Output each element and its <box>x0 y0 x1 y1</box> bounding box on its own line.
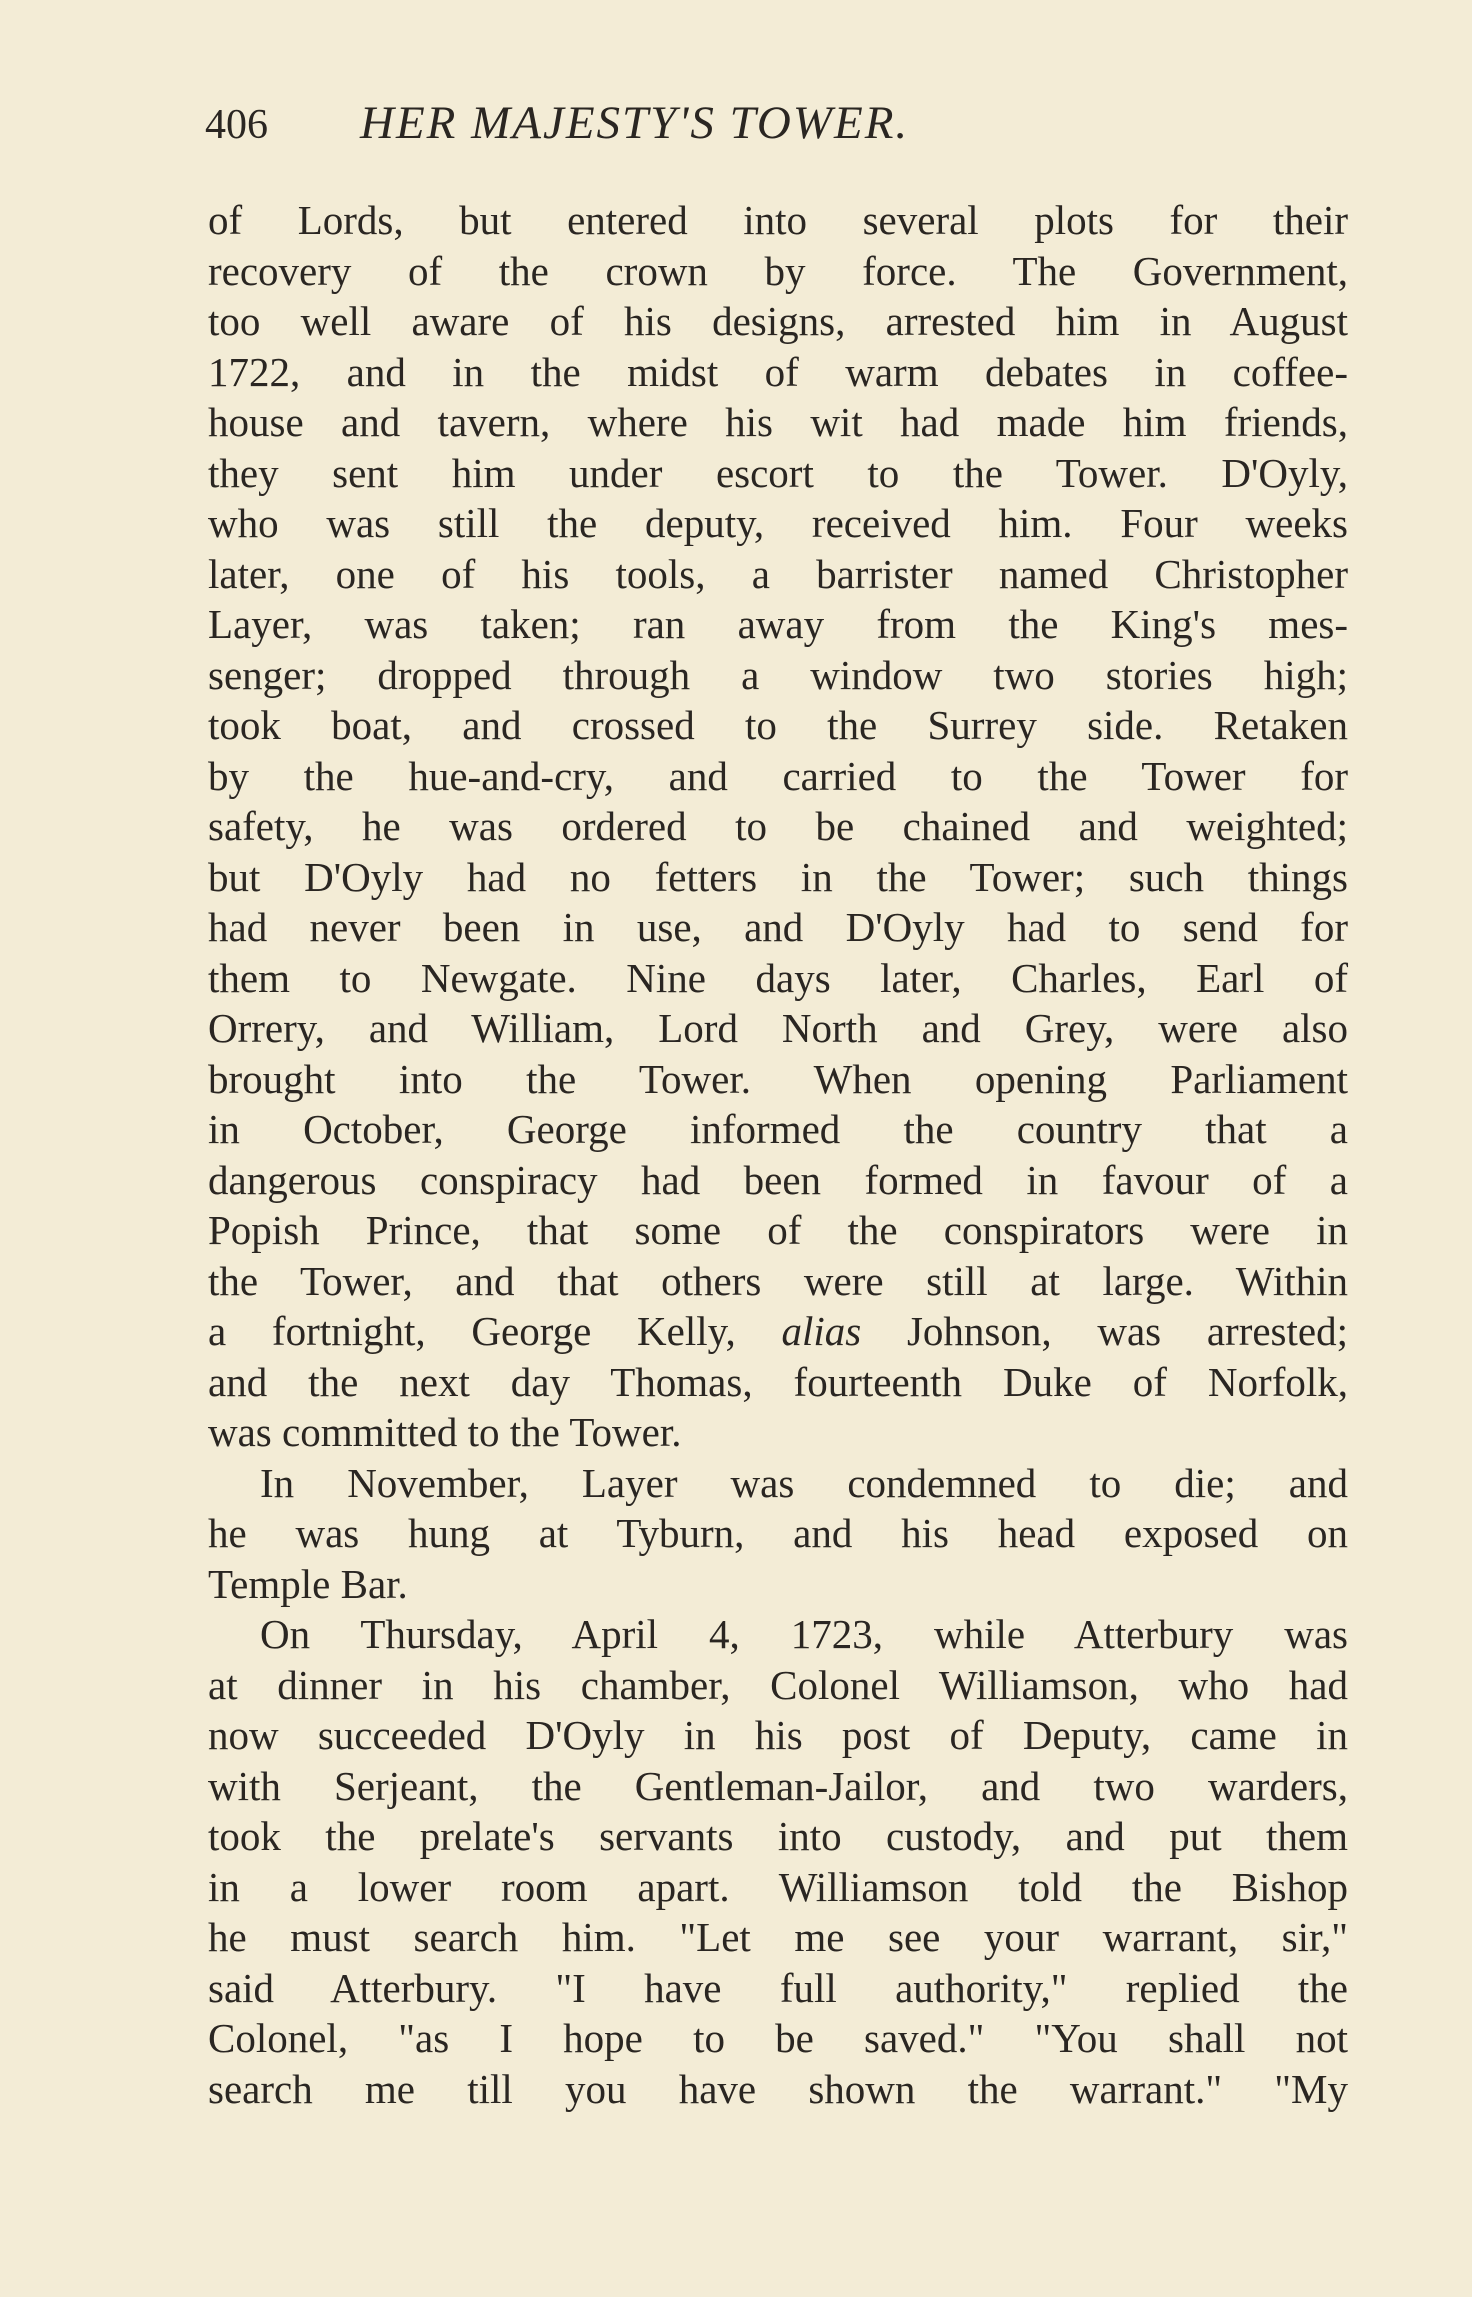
text-line: was committed to the Tower. <box>208 1409 682 1455</box>
paragraph-3-line: in a lower room apart. Williamson told the Bishop <box>208 1863 1348 1910</box>
text-line: but D'Oyly had no fetters in the Tower; such things <box>208 853 1348 900</box>
text-line: dangerous conspiracy had been formed in favour of a <box>208 1156 1348 1203</box>
body-text <box>208 195 1348 2114</box>
alias-line-after: Johnson, was arrested; <box>861 1308 1348 1354</box>
text-line: senger; dropped through a window two stories high; <box>208 651 1348 698</box>
text-line: and the next day Thomas, fourteenth Duke of Norfolk, <box>208 1358 1348 1405</box>
paragraph-3-line: On Thursday, April 4, 1723, while Atterbury was <box>260 1611 1348 1657</box>
text-line: brought into the Tower. When opening Parliament <box>208 1055 1348 1102</box>
paragraph-3-line: at dinner in his chamber, Colonel Williamson, who had <box>208 1661 1348 1708</box>
text-line: had never been in use, and D'Oyly had to send for <box>208 904 1348 950</box>
text-line: in October, George informed the country that a <box>208 1106 1348 1152</box>
alias-line-before: a fortnight, George Kelly, <box>208 1308 782 1354</box>
paragraph-3-line: he must search him. "Let me see your warrant, sir," <box>208 1914 1348 1960</box>
text-line: safety, he was ordered to be chained and weighted; <box>208 803 1348 849</box>
running-title: HER MAJESTY'S TOWER. <box>360 97 910 149</box>
text-line: later, one of his tools, a barrister named Christopher <box>208 550 1348 597</box>
text-line: Orrery, and William, Lord North and Grey, were also <box>208 1005 1348 1051</box>
text-line: the Tower, and that others were still at large. Within <box>208 1257 1348 1304</box>
text-line: Layer, was taken; ran away from the King's mes- <box>208 601 1348 647</box>
paragraph-3-line: search me till you have shown the warrant." "My <box>208 2065 1348 2112</box>
alias-italic: alias <box>781 1308 862 1354</box>
text-line: of Lords, but entered into several plots for their <box>208 197 1348 243</box>
running-head <box>205 96 1345 156</box>
text-line: too well aware of his designs, arrested him in August <box>208 298 1348 344</box>
paragraph-3-line: Colonel, "as I hope to be saved." "You shall not <box>208 2015 1348 2061</box>
page-number: 406 <box>205 102 268 148</box>
text-line: they sent him under escort to the Tower. D'Oyly, <box>208 449 1348 496</box>
paragraph-2-line: he was hung at Tyburn, and his head exposed on <box>208 1510 1348 1556</box>
text-line: 1722, and in the midst of warm debates in coffee- <box>208 348 1348 395</box>
paragraph-3-line: with Serjeant, the Gentleman-Jailor, and two warders, <box>208 1762 1348 1809</box>
text-line: recovery of the crown by force. The Government, <box>208 247 1348 294</box>
text-line-alias <box>208 1306 1348 1357</box>
text-line: house and tavern, where his wit had made him friends, <box>208 399 1348 445</box>
paragraph-3-line: said Atterbury. "I have full authority," replied the <box>208 1964 1348 2011</box>
text-line: Popish Prince, that some of the conspirators were in <box>208 1207 1348 1253</box>
paragraph-3-line: took the prelate's servants into custody, and put them <box>208 1813 1348 1859</box>
paragraph-2-line: In November, Layer was condemned to die; and <box>260 1459 1348 1506</box>
text-line: by the hue-and-cry, and carried to the Tower for <box>208 752 1348 799</box>
paragraph-3-line: now succeeded D'Oyly in his post of Deputy, came in <box>208 1712 1348 1758</box>
text-line: who was still the deputy, received him. Four weeks <box>208 500 1348 546</box>
text-line: took boat, and crossed to the Surrey side. Retaken <box>208 702 1348 748</box>
text-line: them to Newgate. Nine days later, Charles, Earl of <box>208 954 1348 1001</box>
paragraph-2-line: Temple Bar. <box>208 1560 408 1607</box>
